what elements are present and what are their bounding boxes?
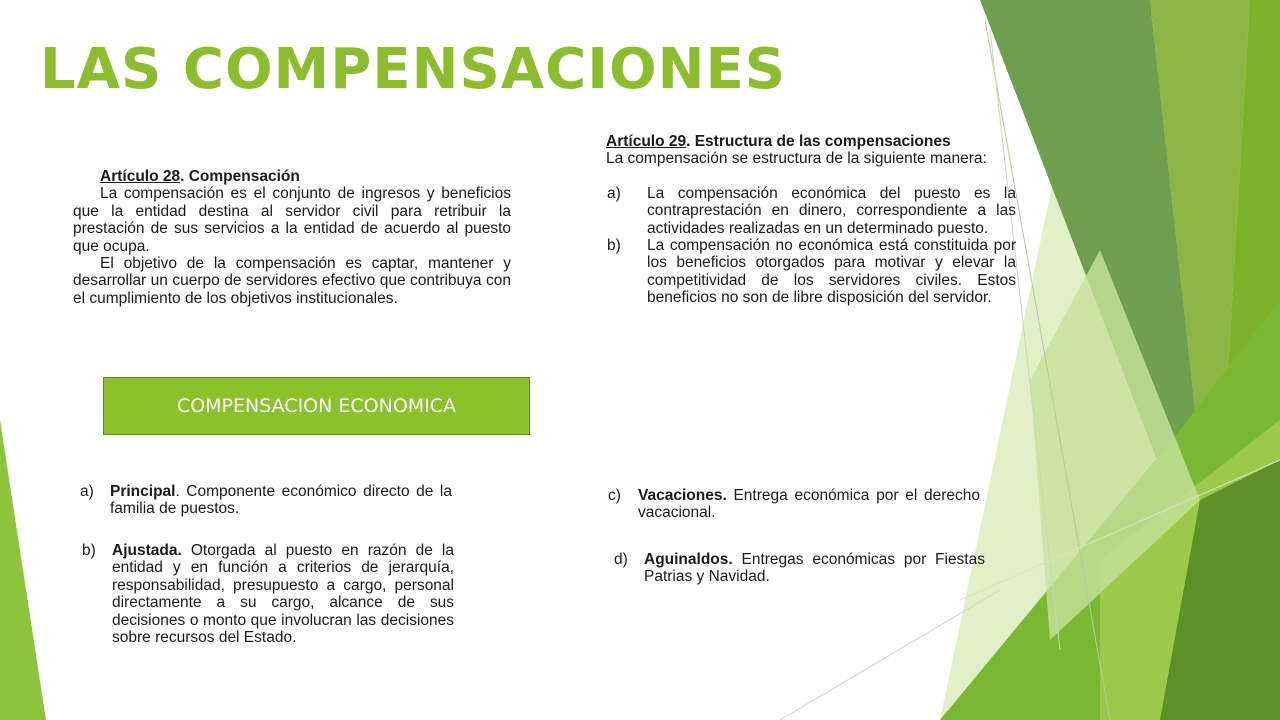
article-28-heading bbox=[73, 168, 511, 185]
slide-title: LAS COMPENSACIONES bbox=[40, 37, 787, 102]
item-label: b) bbox=[607, 237, 621, 255]
component-principal bbox=[80, 483, 452, 518]
item-text: La compensación económica del puesto es la contraprestación en dinero, correspondiente a las actividades realizadas en un determinado puesto. bbox=[647, 184, 1016, 237]
component-label: b) bbox=[82, 542, 96, 559]
component-vacaciones bbox=[608, 487, 980, 522]
component-label: a) bbox=[80, 483, 94, 500]
component-description: Entrega económica por el derecho vacacional. bbox=[638, 487, 980, 522]
component-description: . Componente económico directo de la familia de puestos. bbox=[110, 483, 452, 518]
article-29-number: Artículo 29 bbox=[606, 133, 687, 150]
component-ajustada bbox=[82, 542, 454, 646]
article-29-block bbox=[579, 133, 1016, 307]
component-text bbox=[110, 483, 452, 518]
component-description: Otorgada al puesto en razón de la entidad y en función a criterios de jerarquía, responsabilidad, presupuesto a cargo, personal directamente a su cargo, alcance de sus decisiones o monto que involucran las decisiones sobre recursos del Estado. bbox=[112, 542, 454, 647]
left-green-sliver bbox=[0, 420, 46, 720]
article-28-block bbox=[73, 168, 511, 307]
article-28-number: Artículo 28 bbox=[100, 168, 181, 185]
item-label: a) bbox=[607, 184, 621, 202]
article-28-paragraph-2: El objetivo de la compensación es captar, mantener y desarrollar un cuerpo de servidores efectivo que contribuya con el cumplimiento de los objetivos institucionales. bbox=[73, 255, 511, 307]
component-label: c) bbox=[608, 487, 621, 504]
article-29-item-b bbox=[579, 237, 1016, 307]
component-description: Entregas económicas por Fiestas Patrias y Navidad. bbox=[644, 551, 985, 586]
article-29-heading bbox=[579, 133, 1016, 150]
component-text bbox=[638, 487, 980, 522]
article-29-title: . Estructura de las compensaciones bbox=[686, 133, 951, 150]
component-text bbox=[112, 542, 454, 646]
article-29-intro: La compensación se estructura de la siguiente manera: bbox=[606, 150, 987, 168]
compensacion-economica-button[interactable]: COMPENSACION ECONOMICA bbox=[103, 377, 530, 435]
article-29-item-a bbox=[579, 185, 1016, 237]
component-label: d) bbox=[614, 551, 628, 568]
article-28-paragraph-1: La compensación es el conjunto de ingresos y beneficios que la entidad destina al servidor civil para retribuir la prestación de sus servicios a la entidad de acuerdo al puesto que ocupa. bbox=[73, 185, 511, 255]
article-28-title: . Compensación bbox=[180, 168, 300, 185]
component-aguinaldos bbox=[614, 551, 985, 586]
spacer bbox=[579, 168, 1016, 185]
component-term: Vacaciones. bbox=[638, 487, 727, 504]
item-text: La compensación no económica está constituida por los beneficios otorgados para motivar y elevar la competitividad de los servidores civiles. Estos beneficios no son de libre disposición del servidor. bbox=[647, 237, 1016, 307]
component-term: Aguinaldos. bbox=[644, 551, 733, 568]
component-term: Principal bbox=[110, 483, 176, 500]
component-term: Ajustada. bbox=[112, 542, 182, 559]
component-text bbox=[644, 551, 985, 586]
